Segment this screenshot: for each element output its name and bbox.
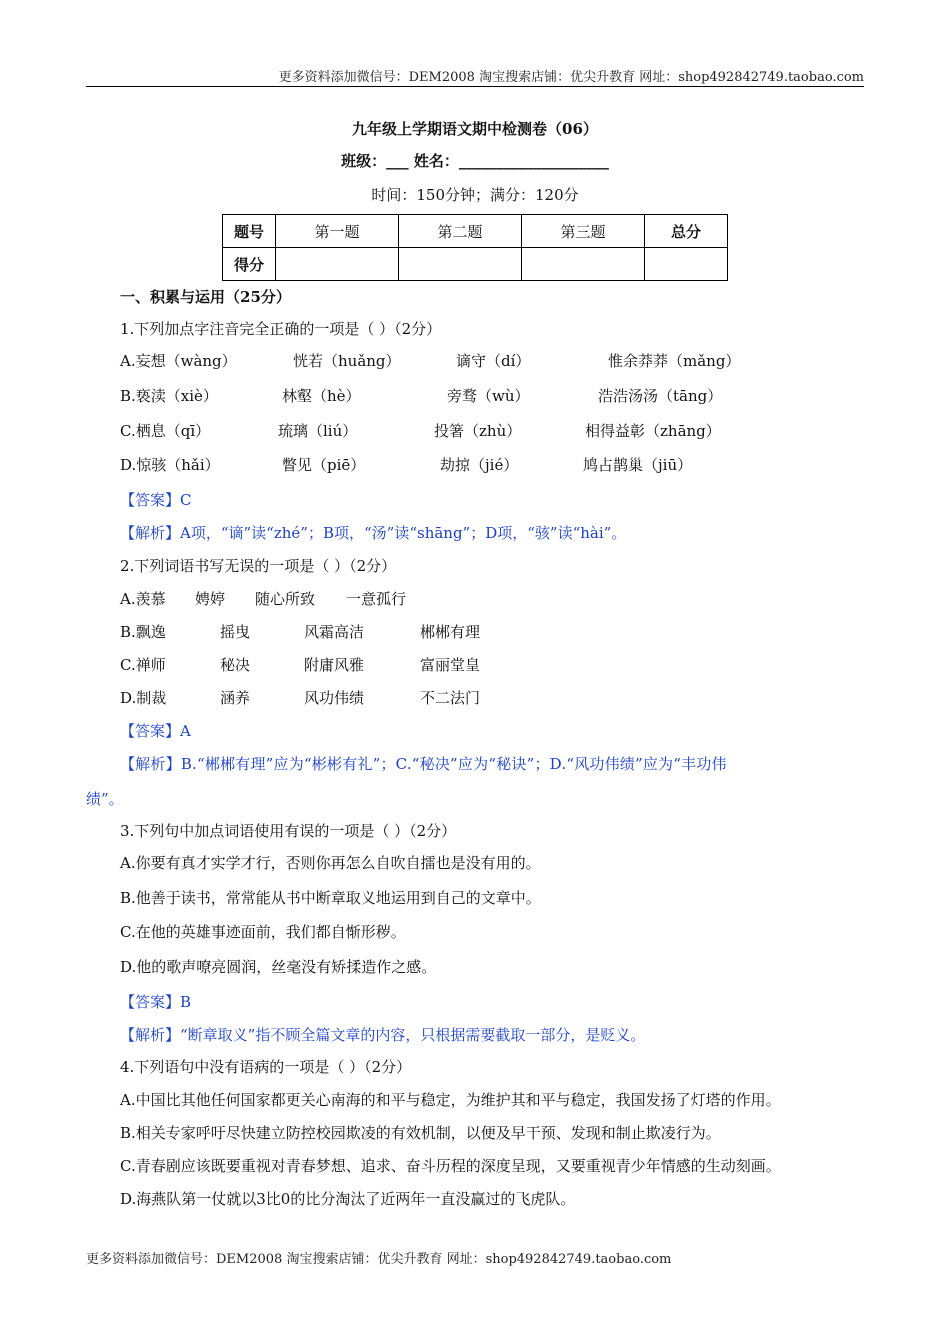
option-item: A.羡慕 xyxy=(120,590,166,608)
option-item: 一意孤行 xyxy=(346,590,407,608)
option-item: B.他善于读书，常常能从书中断章取义地运用到自己的文章中。 xyxy=(120,889,541,907)
option-item: 谪守（dí） xyxy=(456,352,531,370)
option-item: 郴郴有理 xyxy=(420,623,481,641)
option-item: D.惊骇（hǎi） xyxy=(120,456,220,474)
option-item: D.海燕队第一仗就以3比0的比分淘汰了近两年一直没赢过的飞虎队。 xyxy=(120,1190,576,1208)
table-cell: 第一题 xyxy=(276,215,399,248)
analysis-line xyxy=(120,753,727,774)
table-cell: 总分 xyxy=(645,215,728,248)
option-item: 风霜高洁 xyxy=(304,623,365,641)
option-item: 鸠占鹊巢（jiū） xyxy=(583,456,693,474)
analysis-label: 【解析】 xyxy=(120,1026,181,1044)
answer-value: C xyxy=(180,491,192,509)
option-item: 琉璃（liú） xyxy=(278,422,358,440)
answer-value: B xyxy=(180,993,192,1011)
table-cell: 得分 xyxy=(223,248,276,281)
score-entry-cell[interactable] xyxy=(522,248,645,281)
class-name-line: 班级：___ 姓名：____________________ xyxy=(341,152,609,170)
option-item: C.在他的英雄事迹面前，我们都自惭形秽。 xyxy=(120,923,406,941)
option-item: D.他的歌声嘹亮圆润，丝毫没有矫揉造作之感。 xyxy=(120,958,437,976)
option-item: 浩浩汤汤（tāng） xyxy=(598,387,723,405)
answer-label: 【答案】 xyxy=(120,491,181,509)
section-heading: 一、积累与运用（25分） xyxy=(120,288,291,306)
question-stem: 2.下列词语书写无误的一项是（ ）（2分） xyxy=(120,557,397,575)
page-footer: 更多资料添加微信号：DEM2008 淘宝搜索店铺：优尖升教育 网址：shop492842749.taobao.com xyxy=(86,1252,672,1267)
option-item: A.你要有真才实学才行，否则你再怎么自吹自擂也是没有用的。 xyxy=(120,854,541,872)
score-entry-cell[interactable] xyxy=(276,248,399,281)
analysis-text: “断章取义”指不顾全篇文章的内容，只根据需要截取一部分，是贬义。 xyxy=(180,1026,646,1044)
option-item: 不二法门 xyxy=(420,689,481,707)
option-item: 随心所致 xyxy=(255,590,316,608)
option-item: 瞥见（piē） xyxy=(282,456,366,474)
score-entry-cell[interactable] xyxy=(399,248,522,281)
option-item: B.飘逸 xyxy=(120,623,166,641)
analysis-label: 【解析】 xyxy=(120,524,181,542)
question-stem: 3.下列句中加点词语使用有误的一项是（ ）（2分） xyxy=(120,822,457,840)
analysis-line xyxy=(120,1024,645,1045)
option-item: C.栖息（qī） xyxy=(120,422,211,440)
answer-line xyxy=(120,720,191,741)
option-item: C.青春剧应该既要重视对青春梦想、追求、奋斗历程的深度呈现，又要重视青少年情感的生动刻画。 xyxy=(120,1157,781,1175)
option-item: C.禅师 xyxy=(120,656,166,674)
page-title: 九年级上学期语文期中检测卷（06） xyxy=(352,120,598,138)
option-item: B.相关专家呼吁尽快建立防控校园欺凌的有效机制，以便及早干预、发现和制止欺凌行为。 xyxy=(120,1124,721,1142)
option-item: 秘决 xyxy=(220,656,251,674)
question-stem: 4.下列语句中没有语病的一项是（ ）（2分） xyxy=(120,1058,412,1076)
option-item: 附庸风雅 xyxy=(304,656,365,674)
option-item: 娉婷 xyxy=(195,590,226,608)
time-score-line: 时间：150分钟；满分：120分 xyxy=(371,186,579,204)
option-item: 相得益彰（zhāng） xyxy=(585,422,721,440)
score-table-score-row xyxy=(223,248,728,281)
analysis-line xyxy=(120,522,626,543)
header-divider xyxy=(86,86,864,87)
page-header: 更多资料添加微信号：DEM2008 淘宝搜索店铺：优尖升教育 网址：shop492842749.taobao.com xyxy=(278,70,864,85)
option-item: 投箸（zhù） xyxy=(434,422,522,440)
option-item: 恍若（huǎng） xyxy=(293,352,401,370)
option-item: 林壑（hè） xyxy=(282,387,361,405)
analysis-label: 【解析】 xyxy=(120,755,181,773)
table-cell: 第二题 xyxy=(399,215,522,248)
analysis-text: A项，“谪”读“zhé”；B项，“汤”读“shāng”；D项，“骇”读“hài”。 xyxy=(180,524,627,542)
analysis-text-continued: 绩”。 xyxy=(86,790,124,808)
option-item: 惟余莽莽（mǎng） xyxy=(608,352,741,370)
option-item: A.中国比其他任何国家都更关心南海的和平与稳定，为维护其和平与稳定，我国发扬了灯塔的作用。 xyxy=(120,1091,781,1109)
question-stem: 1.下列加点字注音完全正确的一项是（ ）（2分） xyxy=(120,320,442,338)
analysis-text: B.“郴郴有理”应为“彬彬有礼”；C.“秘决”应为“秘诀”；D.“风功伟绩”应为“丰功伟 xyxy=(180,755,727,773)
answer-value: A xyxy=(180,722,191,740)
option-item: 涵养 xyxy=(220,689,251,707)
answer-label: 【答案】 xyxy=(120,993,181,1011)
option-item: 劫掠（jié） xyxy=(440,456,519,474)
table-cell: 题号 xyxy=(223,215,276,248)
option-item: B.亵渎（xiè） xyxy=(120,387,218,405)
option-item: D.制裁 xyxy=(120,689,167,707)
table-cell: 第三题 xyxy=(522,215,645,248)
option-item: A.妄想（wàng） xyxy=(120,352,237,370)
answer-label: 【答案】 xyxy=(120,722,181,740)
answer-line xyxy=(120,991,191,1012)
option-item: 风功伟绩 xyxy=(304,689,365,707)
score-table-header-row xyxy=(223,215,728,248)
score-table xyxy=(222,214,728,281)
score-entry-cell[interactable] xyxy=(645,248,728,281)
option-item: 摇曳 xyxy=(220,623,251,641)
option-item: 旁骛（wù） xyxy=(447,387,530,405)
option-item: 富丽堂皇 xyxy=(420,656,481,674)
answer-line xyxy=(120,489,192,510)
